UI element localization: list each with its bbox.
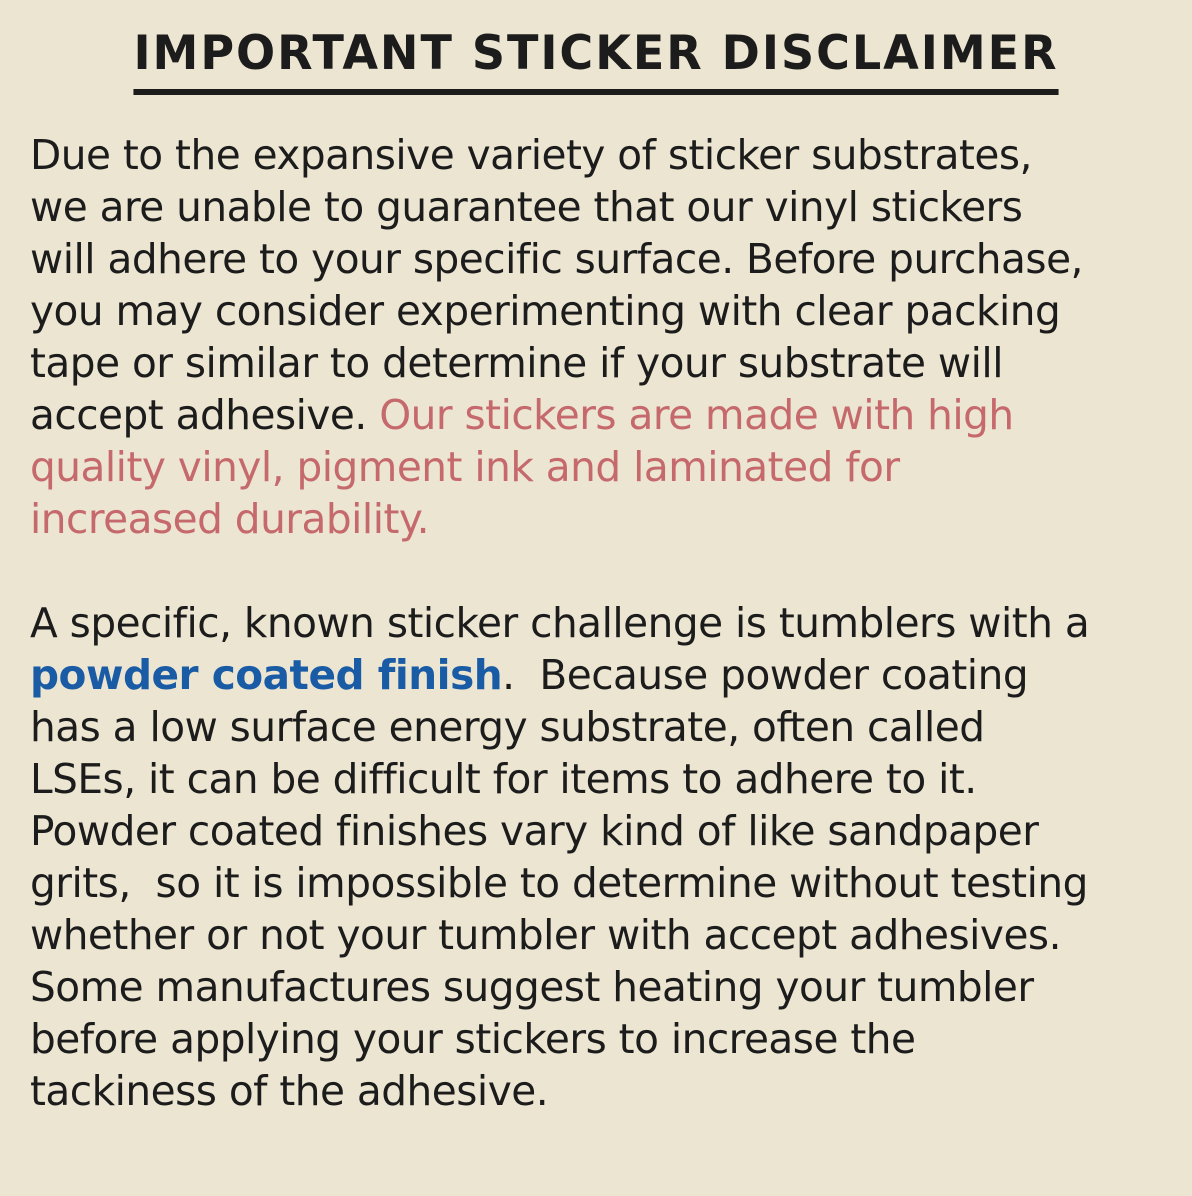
powder-coated-finish-highlight: powder coated finish: [30, 651, 503, 699]
disclaimer-line: will adhere to your specific surface. Before purchase,: [30, 235, 1083, 283]
disclaimer-line-mixed: [30, 389, 1161, 441]
disclaimer-line: A specific, known sticker challenge is tumblers with a: [30, 599, 1090, 647]
disclaimer-line: has a low surface energy substrate, often called: [30, 703, 985, 751]
paragraph-powder-coated-warning: [0, 597, 1192, 1117]
disclaimer-line: you may consider experimenting with clear packing: [30, 287, 1061, 335]
disclaimer-line: LSEs, it can be difficult for items to adhere to it.: [30, 755, 977, 803]
disclaimer-line-mixed: [30, 649, 1161, 701]
disclaimer-line: we are unable to guarantee that our vinyl stickers: [30, 183, 1023, 231]
disclaimer-line: tackiness of the adhesive.: [30, 1067, 549, 1115]
disclaimer-line: tape or similar to determine if your substrate will: [30, 339, 1003, 387]
quality-highlight-line: increased durability.: [30, 495, 430, 543]
disclaimer-text-segment: accept adhesive.: [30, 391, 380, 439]
disclaimer-text-segment: . Because powder coating: [502, 651, 1029, 699]
disclaimer-line: before applying your stickers to increase the: [30, 1015, 916, 1063]
disclaimer-line: grits, so it is impossible to determine without testing: [30, 859, 1088, 907]
quality-highlight-line: quality vinyl, pigment ink and laminated for: [30, 443, 900, 491]
title-container: [0, 26, 1192, 95]
disclaimer-line: Powder coated finishes vary kind of like sandpaper: [30, 807, 1039, 855]
paragraph-substrate-disclaimer: [0, 129, 1192, 545]
page-title: IMPORTANT STICKER DISCLAIMER: [133, 26, 1058, 95]
disclaimer-line: whether or not your tumbler with accept adhesives.: [30, 911, 1061, 959]
quality-highlight-segment: Our stickers are made with high: [379, 391, 1014, 439]
disclaimer-line: Some manufactures suggest heating your tumbler: [30, 963, 1034, 1011]
disclaimer-line: Due to the expansive variety of sticker substrates,: [30, 131, 1032, 179]
